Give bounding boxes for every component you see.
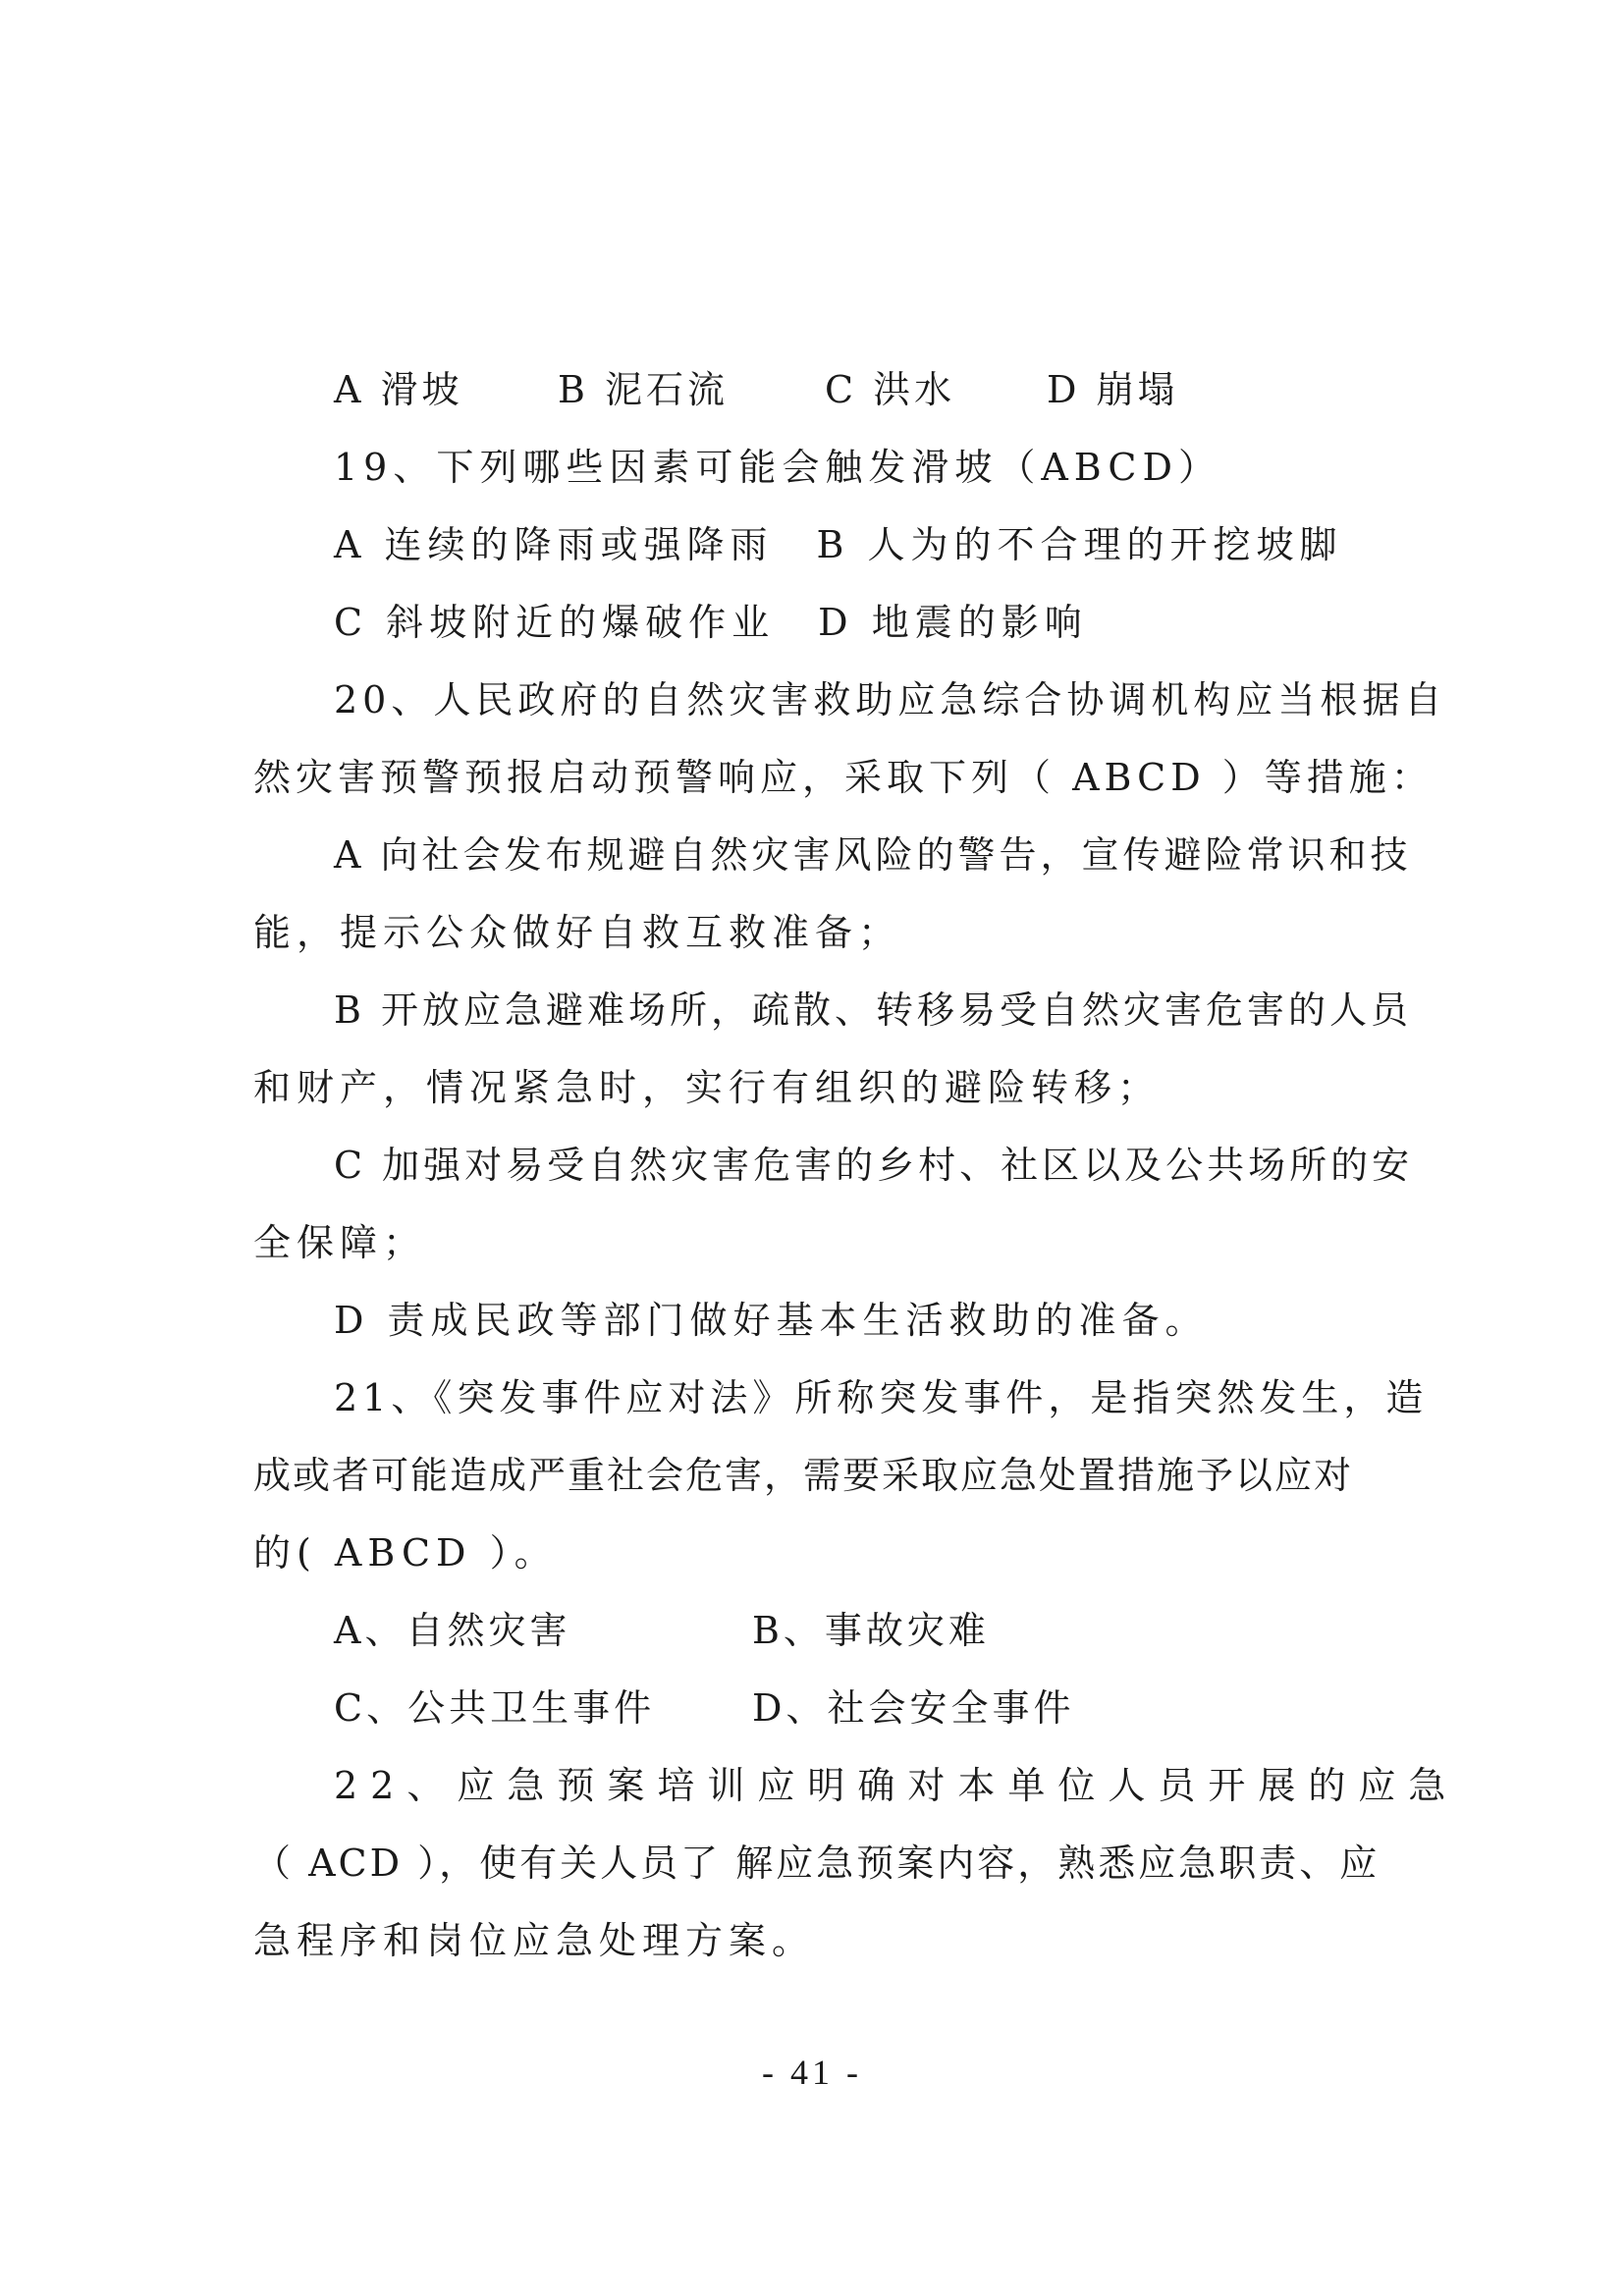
q20-question-line-2: 然灾害预警预报启动预警响应，采取下列（ ABCD ）等措施： xyxy=(253,756,1434,799)
q21-question-line-3: 的( ABCD ）。 xyxy=(253,1531,558,1575)
q21-question-line-2: 成或者可能造成严重社会危害，需要采取应急处置措施予以应对 xyxy=(253,1454,1354,1497)
q22-question-line-2: （ ACD ），使有关人员了 解应急预案内容，熟悉应急职责、应 xyxy=(253,1842,1380,1885)
q21-option-c: C、公共卫生事件 xyxy=(334,1686,656,1730)
q19-options-ab: A 连续的降雨或强降雨 B 人为的不合理的开挖坡脚 xyxy=(334,523,1343,566)
q18-option-b: B 泥石流 xyxy=(558,368,730,411)
q21-option-b: B、事故灾难 xyxy=(752,1609,990,1652)
q20-option-a-line-1: A 向社会发布规避自然灾害风险的警告，宣传避险常识和技 xyxy=(334,833,1412,877)
q22-question-line-3: 急程序和岗位应急处理方案。 xyxy=(253,1919,816,1962)
q21-option-d: D、社会安全事件 xyxy=(752,1686,1075,1730)
q20-option-d: D 责成民政等部门做好基本生活救助的准备。 xyxy=(334,1299,1209,1342)
q21-options-cd xyxy=(334,1670,1463,1746)
q20-option-b-line-2: 和财产，情况紧急时，实行有组织的避险转移； xyxy=(253,1066,1162,1109)
page-number: - 41 - xyxy=(762,2053,862,2092)
q18-option-d: D 崩塌 xyxy=(1047,368,1179,411)
q21-question-line-1: 21、《突发事件应对法》所称突发事件，是指突然发生，造 xyxy=(334,1376,1429,1419)
q19-question: 19、下列哪些因素可能会触发滑坡（ABCD） xyxy=(334,446,1221,489)
q20-question-line-1: 20、人民政府的自然灾害救助应急综合协调机构应当根据自 xyxy=(334,678,1447,721)
q21-options-ab xyxy=(334,1592,1463,1669)
q18-options-line xyxy=(334,351,1463,428)
q18-option-a: A 滑坡 xyxy=(334,368,463,411)
q18-option-c: C 洪水 xyxy=(825,368,956,411)
q21-option-a: A、自然灾害 xyxy=(334,1609,571,1652)
q19-options-cd: C 斜坡附近的爆破作业 D 地震的影响 xyxy=(334,601,1088,644)
q20-option-c-line-1: C 加强对易受自然灾害危害的乡村、社区以及公共场所的安 xyxy=(334,1144,1414,1187)
q20-option-b-line-1: B 开放应急避难场所，疏散、转移易受自然灾害危害的人员 xyxy=(334,988,1413,1032)
q20-option-c-line-2: 全保障； xyxy=(253,1221,427,1264)
q22-question-line-1: 22、应急预案培训应明确对本单位人员开展的应急 xyxy=(334,1764,1459,1807)
q20-option-a-line-2: 能，提示公众做好自救互救准备； xyxy=(253,911,902,954)
